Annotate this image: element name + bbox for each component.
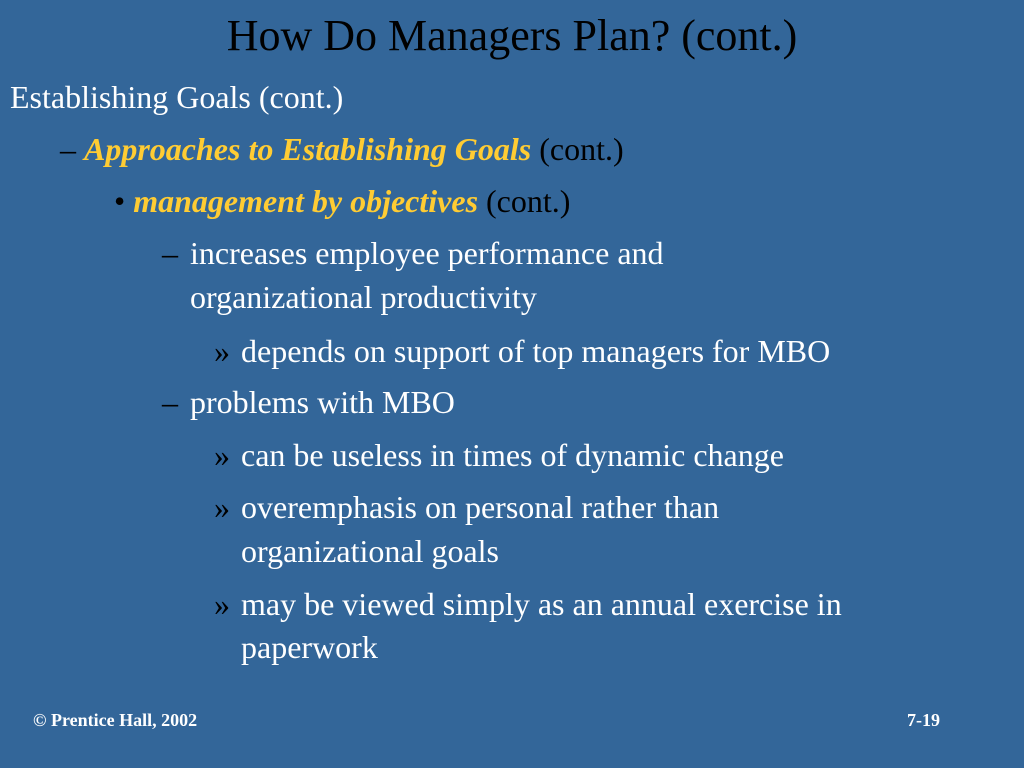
level1-heading: Establishing Goals (cont.): [10, 79, 344, 115]
level2-suffix: (cont.): [539, 131, 624, 167]
item2b-line2: organizational goals: [241, 533, 499, 569]
item1a-chevron-marker: »: [214, 333, 230, 369]
level3-heading: [114, 180, 570, 222]
item2b-chevron-marker: »: [214, 489, 230, 525]
footer-copyright: © Prentice Hall, 2002: [33, 710, 198, 730]
item1a-text: depends on support of top managers for MBO: [241, 333, 831, 369]
footer-slide-number: 7-19: [907, 710, 940, 730]
item2c-line1: may be viewed simply as an annual exercise in: [241, 586, 842, 622]
level2-emphasis: Approaches to Establishing Goals: [84, 131, 532, 167]
item1-dash-marker: –: [162, 235, 178, 271]
item2c-chevron-marker: »: [214, 586, 230, 622]
item2c-line2: paperwork: [241, 629, 378, 665]
item2b-line1: overemphasis on personal rather than: [241, 489, 720, 525]
slide-title: How Do Managers Plan? (cont.): [226, 11, 798, 60]
item1-line2: organizational productivity: [190, 279, 537, 315]
item2-text: problems with MBO: [190, 384, 455, 420]
level3-suffix: (cont.): [486, 183, 571, 219]
level3-bullet-marker: •: [114, 183, 126, 219]
level3-emphasis: management by objectives: [133, 183, 479, 219]
level2-heading: [60, 128, 624, 170]
item2a-chevron-marker: »: [214, 437, 230, 473]
level2-dash-marker: –: [60, 131, 76, 167]
item2a-text: can be useless in times of dynamic change: [241, 437, 784, 473]
item2-dash-marker: –: [162, 384, 178, 420]
item1-line1: increases employee performance and: [190, 235, 664, 271]
